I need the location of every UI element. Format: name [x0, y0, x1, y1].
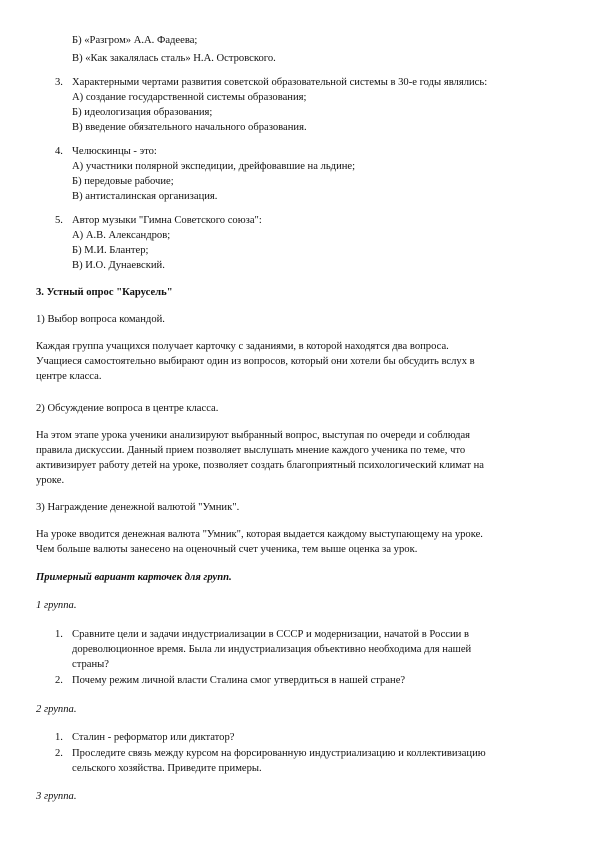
paragraph-3-line-1: На уроке вводится денежная валюта "Умник", которая выдается каждому выступающему на уроке. — [36, 529, 483, 540]
paragraph-2-line-1: На этом этапе урока ученики анализируют выбранный вопрос, выступая по очереди и соблюдая — [36, 430, 471, 441]
question-5-option-b: Б) М.И. Блантер; — [72, 245, 149, 256]
question-5-number: 5. — [55, 215, 63, 226]
group-1-title: 1 группа. — [36, 600, 77, 611]
group-2-item-2-line-1: Проследите связь между курсом на форсированную индустриализацию и коллективизацию — [72, 748, 486, 759]
step-3-label: 3) Награждение денежной валютой "Умник". — [36, 502, 240, 513]
group-1-item-1-line-3: страны? — [72, 659, 109, 670]
section-3-heading: 3. Устный опрос "Карусель" — [36, 287, 173, 298]
option-b-razgrom: Б) «Разгром» А.А. Фадеева; — [72, 35, 198, 46]
group-1-item-2-number: 2. — [55, 675, 63, 686]
group-2-item-1-number: 1. — [55, 732, 63, 743]
paragraph-1-line-2: Учащиеся самостоятельно выбирают один из вопросов, который они хотели бы обсудить вслух в — [36, 356, 475, 367]
option-v-stal: В) «Как закалялась сталь» Н.А. Островского. — [72, 53, 276, 64]
group-2-item-1-line-1: Сталин - реформатор или диктатор? — [72, 732, 235, 743]
question-4-option-a: А) участники полярной экспедиции, дрейфовавшие на льдине; — [72, 161, 356, 172]
question-3-option-a: А) создание государственной системы образования; — [72, 92, 307, 103]
question-3-option-b: Б) идеологизация образования; — [72, 107, 213, 118]
paragraph-1-line-3: центре класса. — [36, 371, 102, 382]
question-5-text: Автор музыки "Гимна Советского союза": — [72, 215, 262, 226]
group-2-title: 2 группа. — [36, 704, 77, 715]
group-3-title: 3 группа. — [36, 791, 77, 802]
group-2-item-2-line-2: сельского хозяйства. Приведите примеры. — [72, 763, 262, 774]
group-2-item-2-number: 2. — [55, 748, 63, 759]
group-1-item-1-number: 1. — [55, 629, 63, 640]
step-1-label: 1) Выбор вопроса командой. — [36, 314, 165, 325]
question-3-number: 3. — [55, 77, 63, 88]
question-4-option-v: В) антисталинская организация. — [72, 191, 218, 202]
paragraph-3-line-2: Чем больше валюты занесено на оценочный счет ученика, тем выше оценка за урок. — [36, 544, 418, 555]
group-1-item-1-line-1: Сравните цели и задачи индустриализации в СССР и модернизации, начатой в России в — [72, 629, 469, 640]
question-4-text: Челюскинцы - это: — [72, 146, 157, 157]
paragraph-2-line-3: активизирует работу детей на уроке, позволяет создать благоприятный психологический климат на — [36, 460, 485, 471]
question-4-number: 4. — [55, 146, 63, 157]
question-3-text: Характерными чертами развития советской образовательной системы в 30-е годы являлись: — [72, 77, 488, 88]
question-5-option-a: А) А.В. Александров; — [72, 230, 171, 241]
paragraph-1-line-1: Каждая группа учащихся получает карточку с заданиями, в которой находятся два вопроса. — [36, 341, 449, 352]
step-2-label: 2) Обсуждение вопроса в центре класса. — [36, 403, 219, 414]
group-1-item-1-line-2: дореволюционное время. Была ли индустриализация объективно необходима для нашей — [72, 644, 472, 655]
question-4-option-b: Б) передовые рабочие; — [72, 176, 174, 187]
paragraph-2-line-2: правила дискуссии. Данный прием позволяет выслушать мнение каждого ученика по теме, что — [36, 445, 466, 456]
group-1-item-2-line-1: Почему режим личной власти Сталина смог утвердиться в нашей стране? — [72, 675, 406, 686]
paragraph-2-line-4: уроке. — [36, 475, 65, 486]
cards-heading: Примерный вариант карточек для групп. — [36, 572, 232, 583]
question-5-option-v: В) И.О. Дунаевский. — [72, 260, 165, 271]
question-3-option-v: В) введение обязательного начального образования. — [72, 122, 307, 133]
